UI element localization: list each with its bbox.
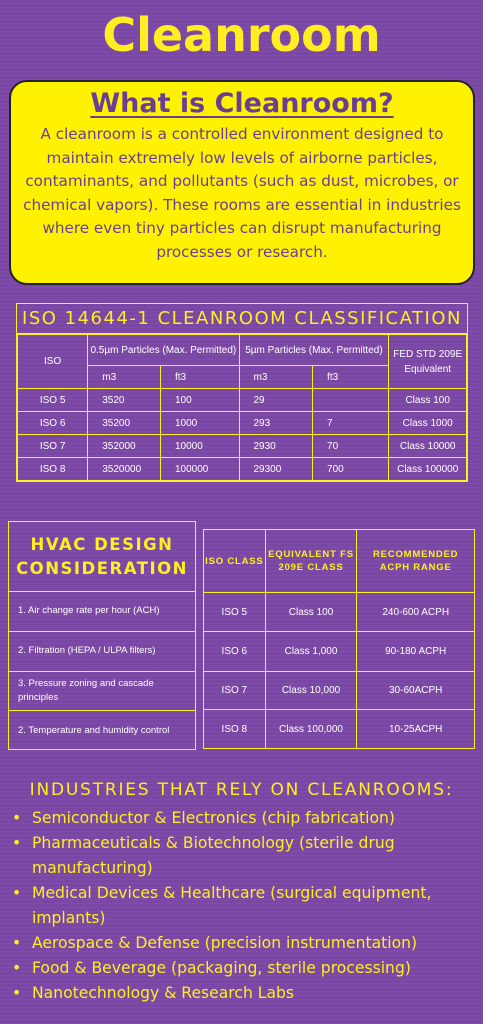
what-heading: What is Cleanroom?: [90, 88, 394, 119]
table-cell: 100000: [160, 458, 239, 481]
col-05um-header: 0.5µm Particles (Max. Permitted): [88, 335, 239, 366]
table-row: [18, 458, 467, 481]
table-cell: 293: [239, 412, 313, 435]
table-cell: 352000: [88, 435, 161, 458]
table-cell: 29300: [239, 458, 313, 481]
industry-label: Semiconductor & Electronics (chip fabrication): [32, 809, 395, 827]
bullet-icon: •: [12, 834, 22, 852]
table-cell: 3520000: [88, 458, 161, 481]
industry-label: Medical Devices & Healthcare (surgical equipment, implants): [32, 884, 432, 927]
table-row: [18, 435, 467, 458]
table-row: [18, 389, 467, 412]
table-cell: 7: [313, 412, 389, 435]
table-cell: ISO 6: [18, 412, 88, 435]
table-cell: Class 1000: [389, 412, 467, 435]
acph-header-range: RECOMMENDED ACPH RANGE: [357, 530, 475, 593]
page-title: Cleanroom: [102, 8, 381, 62]
table-cell: ISO 6: [204, 632, 266, 672]
industry-label: Pharmaceuticals & Biotechnology (sterile drug manufacturing): [32, 834, 395, 877]
list-item: [12, 806, 477, 831]
industry-label: Aerospace & Defense (precision instrumentation): [32, 934, 418, 952]
table-row: [18, 412, 467, 435]
hvac-title: HVAC DESIGN CONSIDERATION: [9, 522, 195, 592]
industry-label: Nanotechnology & Research Labs: [32, 984, 295, 1002]
bullet-icon: •: [12, 809, 22, 827]
iso-classification-table: [16, 303, 468, 482]
industry-label: Food & Beverage (packaging, sterile processing): [32, 959, 411, 977]
table-row: [204, 593, 475, 632]
table-cell: ISO 7: [204, 672, 266, 710]
list-item: [12, 881, 477, 931]
table-cell: 700: [313, 458, 389, 481]
table-cell: Class 1,000: [265, 632, 357, 672]
list-item: [12, 981, 477, 1006]
iso-table-title: ISO 14644-1 CLEANROOM CLASSIFICATION: [17, 304, 467, 334]
table-row: [204, 710, 475, 749]
table-cell: ISO 8: [18, 458, 88, 481]
hvac-item: 2. Filtration (HEPA / ULPA filters): [9, 632, 195, 672]
bullet-icon: •: [12, 959, 22, 977]
bullet-icon: •: [12, 934, 22, 952]
what-is-cleanroom-box: [9, 80, 475, 285]
table-cell: 30-60ACPH: [357, 672, 475, 710]
hvac-item: 3. Pressure zoning and cascade principles: [9, 672, 195, 712]
table-cell: Class 100: [389, 389, 467, 412]
table-cell: 10-25ACPH: [357, 710, 475, 749]
table-cell: ISO 5: [18, 389, 88, 412]
table-cell: ISO 5: [204, 593, 266, 632]
iso-table-grid: [17, 334, 467, 481]
table-cell: 3520: [88, 389, 161, 412]
table-cell: Class 10000: [389, 435, 467, 458]
acph-header-equivalent: EQUIVALENT FS 209E CLASS: [265, 530, 357, 593]
table-row: [204, 672, 475, 710]
table-cell: 29: [239, 389, 313, 412]
iso-col-header: ISO: [18, 335, 88, 389]
unit-ft3: ft3: [313, 366, 389, 389]
table-cell: 90-180 ACPH: [357, 632, 475, 672]
acph-table: [203, 529, 475, 749]
acph-header-iso: ISO CLASS: [204, 530, 266, 593]
table-cell: ISO 8: [204, 710, 266, 749]
list-item: [12, 931, 477, 956]
bullet-icon: •: [12, 884, 22, 902]
list-item: [12, 956, 477, 981]
bullet-icon: •: [12, 984, 22, 1002]
table-cell: Class 100000: [389, 458, 467, 481]
table-cell: 35200: [88, 412, 161, 435]
unit-ft3: ft3: [160, 366, 239, 389]
fed-std-header: FED STD 209E Equivalent: [389, 335, 467, 389]
hvac-design-box: [8, 521, 196, 750]
table-cell: 2930: [239, 435, 313, 458]
table-cell: ISO 7: [18, 435, 88, 458]
table-cell: 240-600 ACPH: [357, 593, 475, 632]
list-item: [12, 831, 477, 881]
industries-list: [12, 806, 477, 1006]
table-cell: 100: [160, 389, 239, 412]
hvac-item: 1. Air change rate per hour (ACH): [9, 592, 195, 632]
unit-m3: m3: [239, 366, 313, 389]
table-cell: Class 100,000: [265, 710, 357, 749]
table-cell: 1000: [160, 412, 239, 435]
table-cell: 70: [313, 435, 389, 458]
what-body: A cleanroom is a controlled environment designed to maintain extremely low levels of airborne particles, contaminants, and pollutants (such as dust, microbes, or chemical vapors). These rooms are essential in industries where even tiny particles can disrupt manufacturing processes or research.: [23, 125, 461, 261]
table-row: [204, 632, 475, 672]
industries-title: INDUSTRIES THAT RELY ON CLEANROOMS:: [29, 780, 454, 800]
hvac-item: 2. Temperature and humidity control: [18, 725, 170, 737]
table-cell: 10000: [160, 435, 239, 458]
table-cell: Class 100: [265, 593, 357, 632]
unit-m3: m3: [88, 366, 161, 389]
col-5um-header: 5µm Particles (Max. Permitted): [239, 335, 389, 366]
table-cell: Class 10,000: [265, 672, 357, 710]
table-cell: [313, 389, 389, 412]
